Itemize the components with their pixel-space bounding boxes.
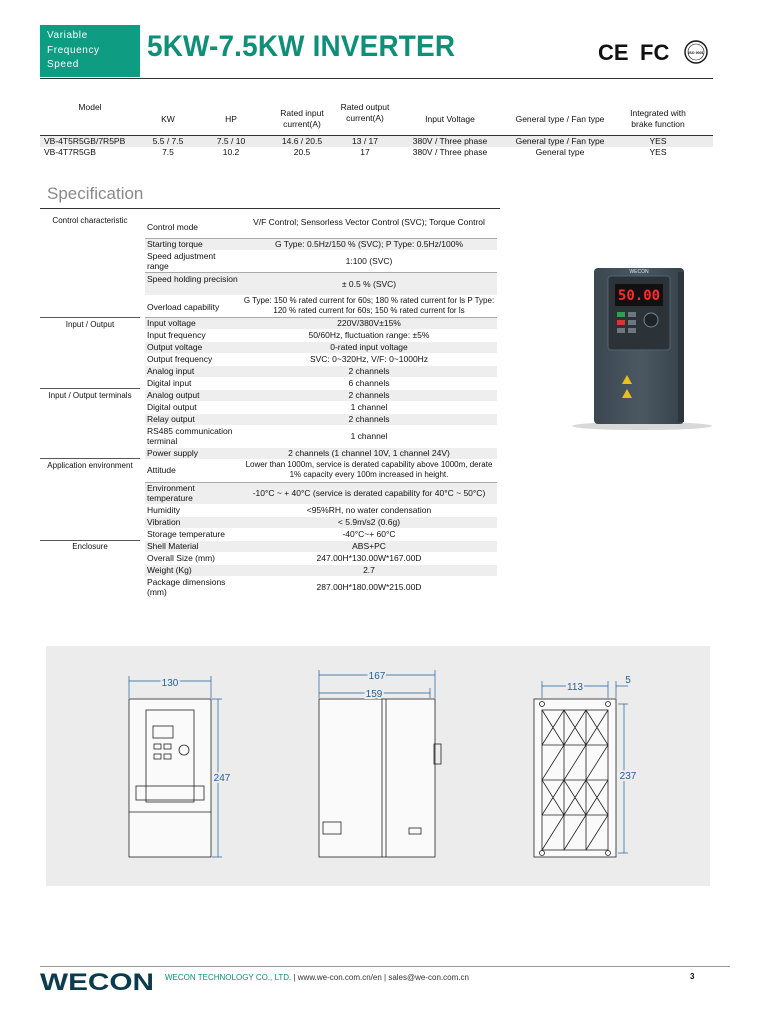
category-io-terminals: Input / Output terminals (48, 391, 132, 400)
spec-value: 220V/380V±15% (337, 318, 401, 328)
spec-label: Attitude (147, 465, 176, 475)
spec-label: Speed adjustment range (147, 251, 216, 271)
dimension-drawings (46, 646, 710, 886)
col-brake: Integrated with brake function (630, 108, 686, 129)
category-environment: Application environment (47, 461, 133, 470)
row1-brake: YES (649, 136, 667, 146)
spec-label: Relay output (147, 414, 195, 424)
footer-rule (40, 966, 730, 967)
spec-value: -10°C ~ + 40°C (service is derated capability for 40°C ~ 50°C) (252, 488, 486, 498)
spec-label: Starting torque (147, 239, 203, 249)
spec-row (145, 390, 497, 401)
spec-label: Output voltage (147, 342, 203, 352)
spec-label: Overload capability (147, 302, 220, 312)
badge-line-1: Variable (47, 30, 88, 41)
spec-value: -40°C~+ 60°C (342, 529, 396, 539)
row2-brake: YES (649, 147, 667, 157)
spec-row (145, 529, 497, 540)
spec-label: Environment temperature (147, 483, 195, 503)
col-input-voltage: Input Voltage (425, 114, 475, 124)
col-rated-output: Rated output current(A) (340, 102, 390, 123)
spec-value: G Type: 0.5Hz/150 % (SVC); P Type: 0.5Hz/100% (274, 239, 464, 249)
display-readout: 50.00 (617, 288, 661, 304)
row1-hp: 7.5 / 10 (216, 136, 246, 146)
spec-row (145, 448, 497, 459)
dim-back-height: 237 (619, 771, 637, 782)
spec-value: V/F Control; Sensorless Vector Control (SVC); Torque Control (253, 217, 485, 227)
spec-row (145, 541, 497, 552)
category-rule (40, 458, 140, 459)
col-model: Model (78, 102, 102, 112)
footer-text (165, 973, 469, 982)
row2-hp: 10.2 (222, 147, 240, 157)
spec-label: Analog input (147, 366, 195, 376)
spec-value: 2 channels (348, 390, 390, 400)
spec-row (145, 505, 497, 516)
category-input-output: Input / Output (65, 320, 115, 329)
footer-logo-text: WECON (40, 969, 154, 994)
spec-row (145, 342, 497, 353)
dim-front-height: 247 (213, 773, 231, 784)
row2-input-current: 20.5 (293, 147, 311, 157)
footer-contact: | www.we-con.com.cn/en | sales@we-con.com.cn (291, 973, 469, 982)
category-badge (40, 25, 140, 77)
spec-row (145, 354, 497, 365)
page-title: 5KW-7.5KW INVERTER (147, 30, 456, 63)
ce-mark: CE (598, 40, 629, 65)
spec-row (145, 414, 497, 425)
row1-kw: 5.5 / 7.5 (152, 136, 184, 146)
spec-row (145, 426, 497, 447)
spec-label: Analog output (147, 390, 200, 400)
spec-row (145, 366, 497, 377)
dim-side-depth: 167 (368, 671, 386, 682)
spec-row (145, 296, 497, 318)
spec-row (145, 553, 497, 564)
spec-row (145, 565, 497, 576)
spec-label: Storage temperature (147, 529, 225, 539)
spec-row (145, 517, 497, 528)
spec-value: 247.00H*130.00W*167.00D (316, 553, 422, 563)
header-rule (40, 78, 713, 79)
spec-value: SVC: 0~320Hz, V/F: 0~1000Hz (309, 354, 429, 364)
photo-logo: WECON (629, 269, 649, 275)
spec-value: 1:100 (SVC) (345, 256, 393, 266)
spec-row (145, 216, 497, 239)
spec-value: 50/60Hz, fluctuation range: ±5% (308, 330, 430, 340)
spec-value: 0-rated input voltage (330, 342, 408, 352)
spec-label: Input voltage (147, 318, 196, 328)
spec-value: 2 channels (1 channel 10V, 1 channel 24V) (288, 448, 450, 458)
iso-seal (685, 41, 707, 63)
dim-front-width: 130 (161, 678, 179, 689)
spec-row (145, 273, 497, 295)
spec-row (145, 402, 497, 413)
spec-label: Digital input (147, 378, 192, 388)
spec-row (145, 460, 497, 483)
category-rule (40, 317, 140, 318)
spec-label: RS485 communication terminal (147, 426, 233, 446)
spec-value: ± 0.5 % (SVC) (341, 279, 397, 289)
spec-rule (40, 208, 500, 209)
row2-kw: 7.5 (162, 147, 174, 157)
spec-value: 2.7 (363, 565, 375, 575)
spec-value: 1 channel (350, 431, 388, 441)
fc-mark: FC (640, 40, 670, 65)
spec-value: ABS+PC (352, 541, 386, 551)
row1-voltage: 380V / Three phase (412, 136, 488, 146)
spec-label: Digital output (147, 402, 197, 412)
footer-company: WECON TECHNOLOGY CO., LTD. (165, 973, 292, 982)
page-number: 3 (690, 972, 695, 981)
col-hp: HP (225, 114, 237, 124)
spec-label: Power supply (147, 448, 199, 458)
spec-label: Humidity (147, 505, 181, 515)
spec-label: Control mode (147, 222, 199, 232)
col-kw: KW (161, 114, 175, 124)
spec-value: Lower than 1000m, service is derated capability above 1000m, derate 1% capacity every 100m increased in height. (245, 460, 493, 479)
dim-side-depth-inner: 159 (365, 689, 383, 700)
spec-label: Weight (Kg) (147, 565, 192, 575)
spec-value: 1 channel (350, 402, 388, 412)
category-enclosure: Enclosure (72, 542, 108, 551)
spec-row (145, 318, 497, 329)
category-control: Control characteristic (52, 216, 128, 225)
spec-value: < 5.9m/s2 (0.6g) (337, 517, 401, 527)
product-photo (560, 262, 720, 438)
wecon-logo (40, 968, 158, 994)
spec-value: 6 channels (348, 378, 390, 388)
spec-label: Input frequency (147, 330, 206, 340)
spec-row (145, 483, 497, 504)
spec-row (145, 577, 497, 599)
dim-back-offset: 5 (625, 675, 631, 686)
spec-row (145, 378, 497, 389)
col-rated-input: Rated input current(A) (280, 108, 324, 129)
spec-label: Shell Material (147, 541, 199, 551)
badge-line-2: Frequency (47, 44, 100, 56)
dim-back-width: 113 (567, 682, 583, 693)
specification-heading: Specification (47, 184, 144, 203)
iso-mark: ISO 9001 (688, 51, 704, 55)
spec-label: Overall Size (mm) (147, 553, 216, 563)
spec-value: 2 channels (348, 366, 390, 376)
spec-value: 2 channels (348, 414, 390, 424)
spec-label: Speed holding precision (147, 274, 238, 284)
spec-label: Vibration (147, 517, 181, 527)
row1-input-current: 14.6 / 20.5 (281, 136, 323, 146)
spec-row (145, 239, 497, 250)
row2-type: General type (535, 147, 585, 157)
spec-value: 287.00H*180.00W*215.00D (316, 582, 422, 592)
category-rule (40, 540, 140, 541)
spec-value: G Type: 150 % rated current for 60s; 180 % rated current for ls P Type: 120 % rated current for 60s; 150 % rated current for ls (243, 296, 495, 315)
row1-output-current: 13 / 17 (352, 136, 378, 146)
row2-model: VB-4T7R5GB (44, 147, 96, 157)
spec-label: Package dimensions (mm) (147, 577, 226, 597)
row1-model: VB-4T5R5GB/7R5PB (44, 136, 126, 146)
badge-line-3: Speed (47, 59, 79, 70)
spec-row (145, 251, 497, 273)
row1-type: General type / Fan type (515, 136, 605, 146)
row2-voltage: 380V / Three phase (412, 147, 488, 157)
spec-row (145, 330, 497, 341)
spec-value: <95%RH, no water condensation (306, 505, 432, 515)
spec-label: Output frequency (147, 354, 213, 364)
col-general-type: General type / Fan type (515, 114, 605, 124)
row2-output-current: 17 (360, 147, 370, 157)
certification-marks (598, 38, 708, 68)
category-rule (40, 388, 140, 389)
